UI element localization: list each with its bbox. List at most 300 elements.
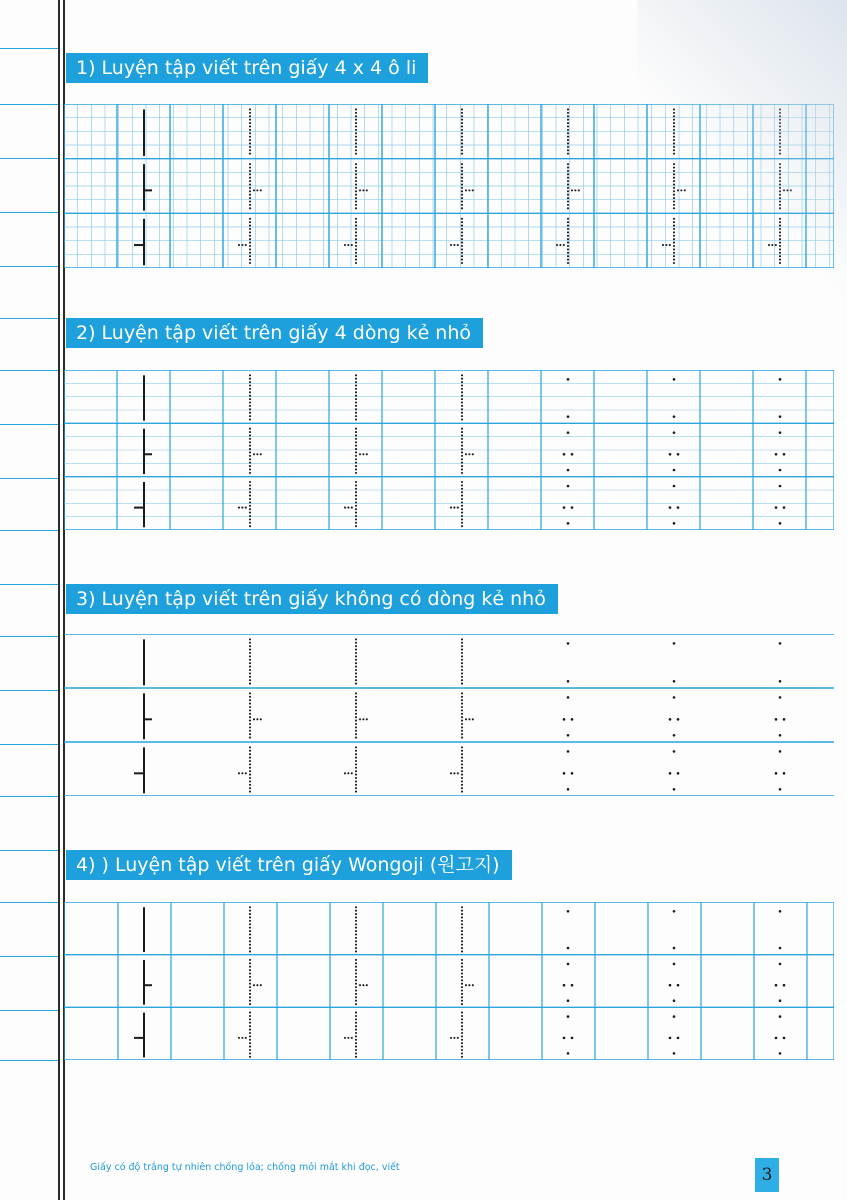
guide-dot xyxy=(669,244,671,246)
guide-dot xyxy=(249,1029,251,1031)
guide-dot xyxy=(362,984,364,986)
guide-dot xyxy=(673,642,676,645)
guide-dot xyxy=(779,235,781,237)
guide-dot xyxy=(779,221,781,223)
guide-dot xyxy=(249,723,251,725)
guide-dot xyxy=(249,962,251,964)
guide-dot xyxy=(461,180,463,182)
guide-dot xyxy=(355,979,357,981)
guide-dot xyxy=(355,791,357,793)
guide-dot xyxy=(779,170,781,172)
guide-dot xyxy=(245,1037,247,1039)
guide-dot xyxy=(355,374,357,376)
guide-dot xyxy=(779,108,781,110)
guide-dot xyxy=(461,515,463,517)
guide-dot xyxy=(249,767,251,769)
guide-dot xyxy=(355,495,357,497)
guide-dot xyxy=(677,1037,680,1040)
guide-dot xyxy=(355,713,357,715)
guide-dot xyxy=(347,244,349,246)
guide-dot xyxy=(355,1032,357,1034)
guide-dot xyxy=(779,218,781,220)
guide-dot xyxy=(355,976,357,978)
guide-dot xyxy=(355,428,357,430)
guide-dot xyxy=(673,225,675,227)
guide-dot xyxy=(355,183,357,185)
guide-dot xyxy=(355,455,357,457)
guide-dot xyxy=(461,1052,463,1054)
guide-dot xyxy=(461,645,463,647)
guide-dot xyxy=(461,706,463,708)
guide-dot xyxy=(249,525,251,527)
guide-dot xyxy=(461,384,463,386)
margin-line-left xyxy=(58,0,60,1200)
guide-dot xyxy=(249,706,251,708)
guide-dot xyxy=(567,108,569,110)
guide-dot xyxy=(249,252,251,254)
guide-dot xyxy=(461,405,463,407)
guide-dot xyxy=(355,434,357,436)
guide-dot xyxy=(249,652,251,654)
guide-dot xyxy=(249,149,251,151)
guide-dot xyxy=(355,1039,357,1041)
guide-dot xyxy=(351,1037,353,1039)
guide-dot xyxy=(249,679,251,681)
guide-dot xyxy=(556,244,558,246)
guide-dot xyxy=(355,200,357,202)
guide-dot xyxy=(249,950,251,952)
guide-dot xyxy=(249,913,251,915)
guide-dot xyxy=(355,238,357,240)
guide-dot xyxy=(249,730,251,732)
guide-dot xyxy=(355,136,357,138)
guide-dot xyxy=(355,996,357,998)
guide-dot xyxy=(344,772,346,774)
guide-dot xyxy=(461,458,463,460)
guide-dot xyxy=(355,1042,357,1044)
guide-dot xyxy=(677,453,680,456)
guide-dot xyxy=(249,488,251,490)
guide-dot xyxy=(355,115,357,117)
guide-dot xyxy=(567,1015,570,1018)
guide-dot xyxy=(249,662,251,664)
guide-dot xyxy=(355,787,357,789)
guide-dot xyxy=(355,969,357,971)
guide-dot xyxy=(472,189,474,191)
guide-dot xyxy=(355,649,357,651)
guide-dot xyxy=(673,696,676,699)
guide-dot xyxy=(355,505,357,507)
guide-dot xyxy=(355,501,357,503)
guide-dot xyxy=(461,659,463,661)
guide-dot xyxy=(355,163,357,165)
guide-dot xyxy=(461,969,463,971)
guide-dot xyxy=(567,788,570,791)
guide-dot xyxy=(567,1052,570,1055)
guide-dot xyxy=(260,984,262,986)
guide-dot xyxy=(249,1000,251,1002)
guide-dot xyxy=(673,146,675,148)
guide-dot xyxy=(461,428,463,430)
guide-dot xyxy=(567,142,569,144)
guide-dot xyxy=(571,506,574,509)
guide-dot xyxy=(344,1037,346,1039)
guide-dot xyxy=(351,244,353,246)
guide-dot xyxy=(355,669,357,671)
guide-dot xyxy=(673,163,675,165)
margin-rule xyxy=(0,48,58,49)
guide-dot xyxy=(355,672,357,674)
guide-dot xyxy=(249,737,251,739)
guide-dot xyxy=(673,207,675,209)
guide-dot xyxy=(461,108,463,110)
guide-dot xyxy=(453,772,455,774)
guide-dot xyxy=(461,119,463,121)
section-3-title: 3) Luyện tập viết trên giấy không có dòng kẻ nhỏ xyxy=(66,584,558,614)
guide-dot xyxy=(461,146,463,148)
guide-dot xyxy=(673,132,675,134)
guide-dot xyxy=(461,518,463,520)
guide-dot xyxy=(362,718,364,720)
guide-dot xyxy=(355,777,357,779)
guide-dot xyxy=(461,132,463,134)
guide-dot xyxy=(673,378,676,381)
guide-dot xyxy=(355,218,357,220)
guide-dot xyxy=(461,525,463,527)
guide-dot xyxy=(461,401,463,403)
guide-dot xyxy=(249,1025,251,1027)
guide-dot xyxy=(779,262,781,264)
guide-dot xyxy=(779,115,781,117)
guide-dot xyxy=(249,979,251,981)
guide-dot xyxy=(461,979,463,981)
margin-rule xyxy=(0,636,58,637)
guide-dot xyxy=(249,720,251,722)
guide-dot xyxy=(779,146,781,148)
guide-dot xyxy=(461,709,463,711)
guide-dot xyxy=(355,512,357,514)
guide-dot xyxy=(249,713,251,715)
guide-dot xyxy=(355,696,357,698)
guide-dot xyxy=(249,522,251,524)
guide-dot xyxy=(355,937,357,939)
guide-dot xyxy=(461,228,463,230)
guide-dot xyxy=(450,507,452,509)
guide-dot xyxy=(461,916,463,918)
guide-dot xyxy=(461,1018,463,1020)
guide-dot xyxy=(355,723,357,725)
guide-dot xyxy=(249,173,251,175)
guide-dot xyxy=(775,772,778,775)
guide-dot xyxy=(249,415,251,417)
guide-dot xyxy=(779,173,781,175)
guide-dot xyxy=(253,189,255,191)
guide-dot xyxy=(461,501,463,503)
guide-dot xyxy=(355,242,357,244)
guide-dot xyxy=(461,235,463,237)
guide-dot xyxy=(779,238,781,240)
guide-dot xyxy=(461,221,463,223)
guide-dot xyxy=(249,255,251,257)
guide-dot xyxy=(249,112,251,114)
guide-dot xyxy=(249,163,251,165)
guide-dot xyxy=(355,225,357,227)
guide-dot xyxy=(241,1037,243,1039)
guide-dot xyxy=(461,950,463,952)
guide-dot xyxy=(260,189,262,191)
guide-dot xyxy=(355,190,357,192)
guide-dot xyxy=(563,244,565,246)
guide-dot xyxy=(775,506,778,509)
guide-dot xyxy=(461,662,463,664)
guide-dot xyxy=(669,453,672,456)
guide-dot xyxy=(249,405,251,407)
guide-dot xyxy=(453,1037,455,1039)
guide-dot xyxy=(249,177,251,179)
guide-dot xyxy=(461,207,463,209)
worksheet-svg xyxy=(64,104,834,268)
guide-dot xyxy=(355,906,357,908)
guide-dot xyxy=(249,1042,251,1044)
guide-dot xyxy=(461,438,463,440)
guide-dot xyxy=(669,506,672,509)
guide-dot xyxy=(567,112,569,114)
guide-dot xyxy=(249,709,251,711)
guide-dot xyxy=(355,177,357,179)
margin-rule xyxy=(0,212,58,213)
guide-dot xyxy=(673,108,675,110)
guide-dot xyxy=(461,395,463,397)
guide-dot xyxy=(344,244,346,246)
guide-dot xyxy=(249,183,251,185)
guide-dot xyxy=(355,197,357,199)
guide-dot xyxy=(355,180,357,182)
guide-dot xyxy=(355,753,357,755)
guide-dot xyxy=(249,676,251,678)
guide-dot xyxy=(355,484,357,486)
worksheet-grid-4x4 xyxy=(64,104,834,268)
guide-dot xyxy=(249,937,251,939)
guide-dot xyxy=(461,1056,463,1058)
guide-dot xyxy=(249,672,251,674)
guide-dot xyxy=(238,772,240,774)
guide-dot xyxy=(249,438,251,440)
guide-dot xyxy=(461,488,463,490)
guide-dot xyxy=(249,129,251,131)
guide-dot xyxy=(673,112,675,114)
guide-dot xyxy=(355,910,357,912)
guide-dot xyxy=(355,142,357,144)
guide-dot xyxy=(355,412,357,414)
guide-dot xyxy=(563,984,566,987)
guide-dot xyxy=(249,1039,251,1041)
guide-dot xyxy=(461,770,463,772)
guide-dot xyxy=(461,703,463,705)
guide-dot xyxy=(260,718,262,720)
guide-dot xyxy=(461,498,463,500)
guide-dot xyxy=(673,122,675,124)
guide-dot xyxy=(461,986,463,988)
guide-dot xyxy=(567,225,569,227)
guide-dot xyxy=(461,923,463,925)
guide-dot xyxy=(359,189,361,191)
guide-dot xyxy=(355,146,357,148)
guide-dot xyxy=(355,642,357,644)
guide-dot xyxy=(578,189,580,191)
guide-dot xyxy=(571,984,574,987)
guide-dot xyxy=(673,228,675,230)
guide-dot xyxy=(355,757,357,759)
guide-dot xyxy=(355,472,357,474)
guide-dot xyxy=(775,453,778,456)
guide-dot xyxy=(355,395,357,397)
guide-dot xyxy=(249,122,251,124)
guide-dot xyxy=(790,189,792,191)
guide-dot xyxy=(355,703,357,705)
guide-dot xyxy=(567,122,569,124)
guide-dot xyxy=(775,244,777,246)
guide-dot xyxy=(779,129,781,131)
guide-dot xyxy=(355,112,357,114)
guide-dot xyxy=(249,923,251,925)
guide-dot xyxy=(567,947,570,950)
guide-dot xyxy=(249,401,251,403)
guide-dot xyxy=(355,784,357,786)
guide-dot xyxy=(567,262,569,264)
margin-rule xyxy=(0,266,58,267)
guide-dot xyxy=(779,252,781,254)
guide-dot xyxy=(563,1037,566,1040)
margin-rule xyxy=(0,690,58,691)
guide-dot xyxy=(249,763,251,765)
guide-dot xyxy=(245,772,247,774)
guide-dot xyxy=(779,750,782,753)
guide-dot xyxy=(355,947,357,949)
guide-dot xyxy=(355,780,357,782)
guide-dot xyxy=(355,774,357,776)
guide-dot xyxy=(249,976,251,978)
guide-dot xyxy=(249,1052,251,1054)
guide-dot xyxy=(355,398,357,400)
guide-dot xyxy=(673,262,675,264)
guide-dot xyxy=(461,374,463,376)
guide-dot xyxy=(673,963,676,966)
guide-dot xyxy=(567,248,569,250)
footer-note: Giấy có độ trắng tự nhiên chống lóa; chống mỏi mắt khi đọc, viết xyxy=(90,1162,400,1173)
guide-dot xyxy=(249,1035,251,1037)
guide-dot xyxy=(567,173,569,175)
guide-dot xyxy=(355,458,357,460)
guide-dot xyxy=(249,180,251,182)
guide-dot xyxy=(567,180,569,182)
guide-dot xyxy=(355,515,357,517)
guide-dot xyxy=(779,228,781,230)
guide-dot xyxy=(355,737,357,739)
guide-dot xyxy=(355,950,357,952)
guide-dot xyxy=(461,1003,463,1005)
guide-dot xyxy=(563,453,566,456)
guide-dot xyxy=(563,506,566,509)
guide-dot xyxy=(249,374,251,376)
guide-dot xyxy=(673,788,676,791)
guide-dot xyxy=(567,469,570,472)
guide-dot xyxy=(249,649,251,651)
guide-dot xyxy=(249,906,251,908)
guide-dot xyxy=(249,119,251,121)
guide-dot xyxy=(571,1037,574,1040)
guide-dot xyxy=(355,252,357,254)
guide-dot xyxy=(366,984,368,986)
guide-dot xyxy=(256,718,258,720)
guide-dot xyxy=(249,115,251,117)
guide-dot xyxy=(461,194,463,196)
guide-dot xyxy=(571,718,574,721)
guide-dot xyxy=(461,1049,463,1051)
guide-dot xyxy=(567,259,569,261)
guide-dot xyxy=(249,959,251,961)
guide-dot xyxy=(673,259,675,261)
guide-dot xyxy=(355,655,357,657)
guide-dot xyxy=(677,506,680,509)
guide-dot xyxy=(355,1003,357,1005)
guide-dot xyxy=(238,1037,240,1039)
guide-dot xyxy=(249,787,251,789)
guide-dot xyxy=(355,262,357,264)
guide-dot xyxy=(567,228,569,230)
guide-dot xyxy=(355,415,357,417)
guide-dot xyxy=(249,753,251,755)
guide-dot xyxy=(249,669,251,671)
guide-dot xyxy=(355,108,357,110)
guide-dot xyxy=(461,173,463,175)
guide-dot xyxy=(355,916,357,918)
guide-dot xyxy=(249,757,251,759)
guide-dot xyxy=(779,522,782,525)
guide-dot xyxy=(249,197,251,199)
guide-dot xyxy=(461,190,463,192)
guide-dot xyxy=(256,984,258,986)
guide-dot xyxy=(465,984,467,986)
guide-dot xyxy=(256,453,258,455)
guide-dot xyxy=(779,125,781,127)
guide-dot xyxy=(461,112,463,114)
guide-dot xyxy=(355,930,357,932)
margin-rule xyxy=(0,424,58,425)
guide-dot xyxy=(249,395,251,397)
guide-dot xyxy=(461,231,463,233)
guide-dot xyxy=(249,166,251,168)
guide-dot xyxy=(673,115,675,117)
guide-dot xyxy=(461,774,463,776)
margin-rule xyxy=(0,370,58,371)
guide-dot xyxy=(453,507,455,509)
guide-dot xyxy=(249,498,251,500)
guide-dot xyxy=(249,774,251,776)
guide-dot xyxy=(673,910,676,913)
guide-dot xyxy=(567,255,569,257)
guide-dot xyxy=(461,166,463,168)
guide-dot xyxy=(461,462,463,464)
guide-dot xyxy=(779,200,781,202)
guide-dot xyxy=(355,750,357,752)
guide-dot xyxy=(461,129,463,131)
guide-dot xyxy=(355,1052,357,1054)
guide-dot xyxy=(355,438,357,440)
guide-dot xyxy=(355,401,357,403)
guide-dot xyxy=(461,1042,463,1044)
guide-dot xyxy=(461,200,463,202)
guide-dot xyxy=(249,235,251,237)
